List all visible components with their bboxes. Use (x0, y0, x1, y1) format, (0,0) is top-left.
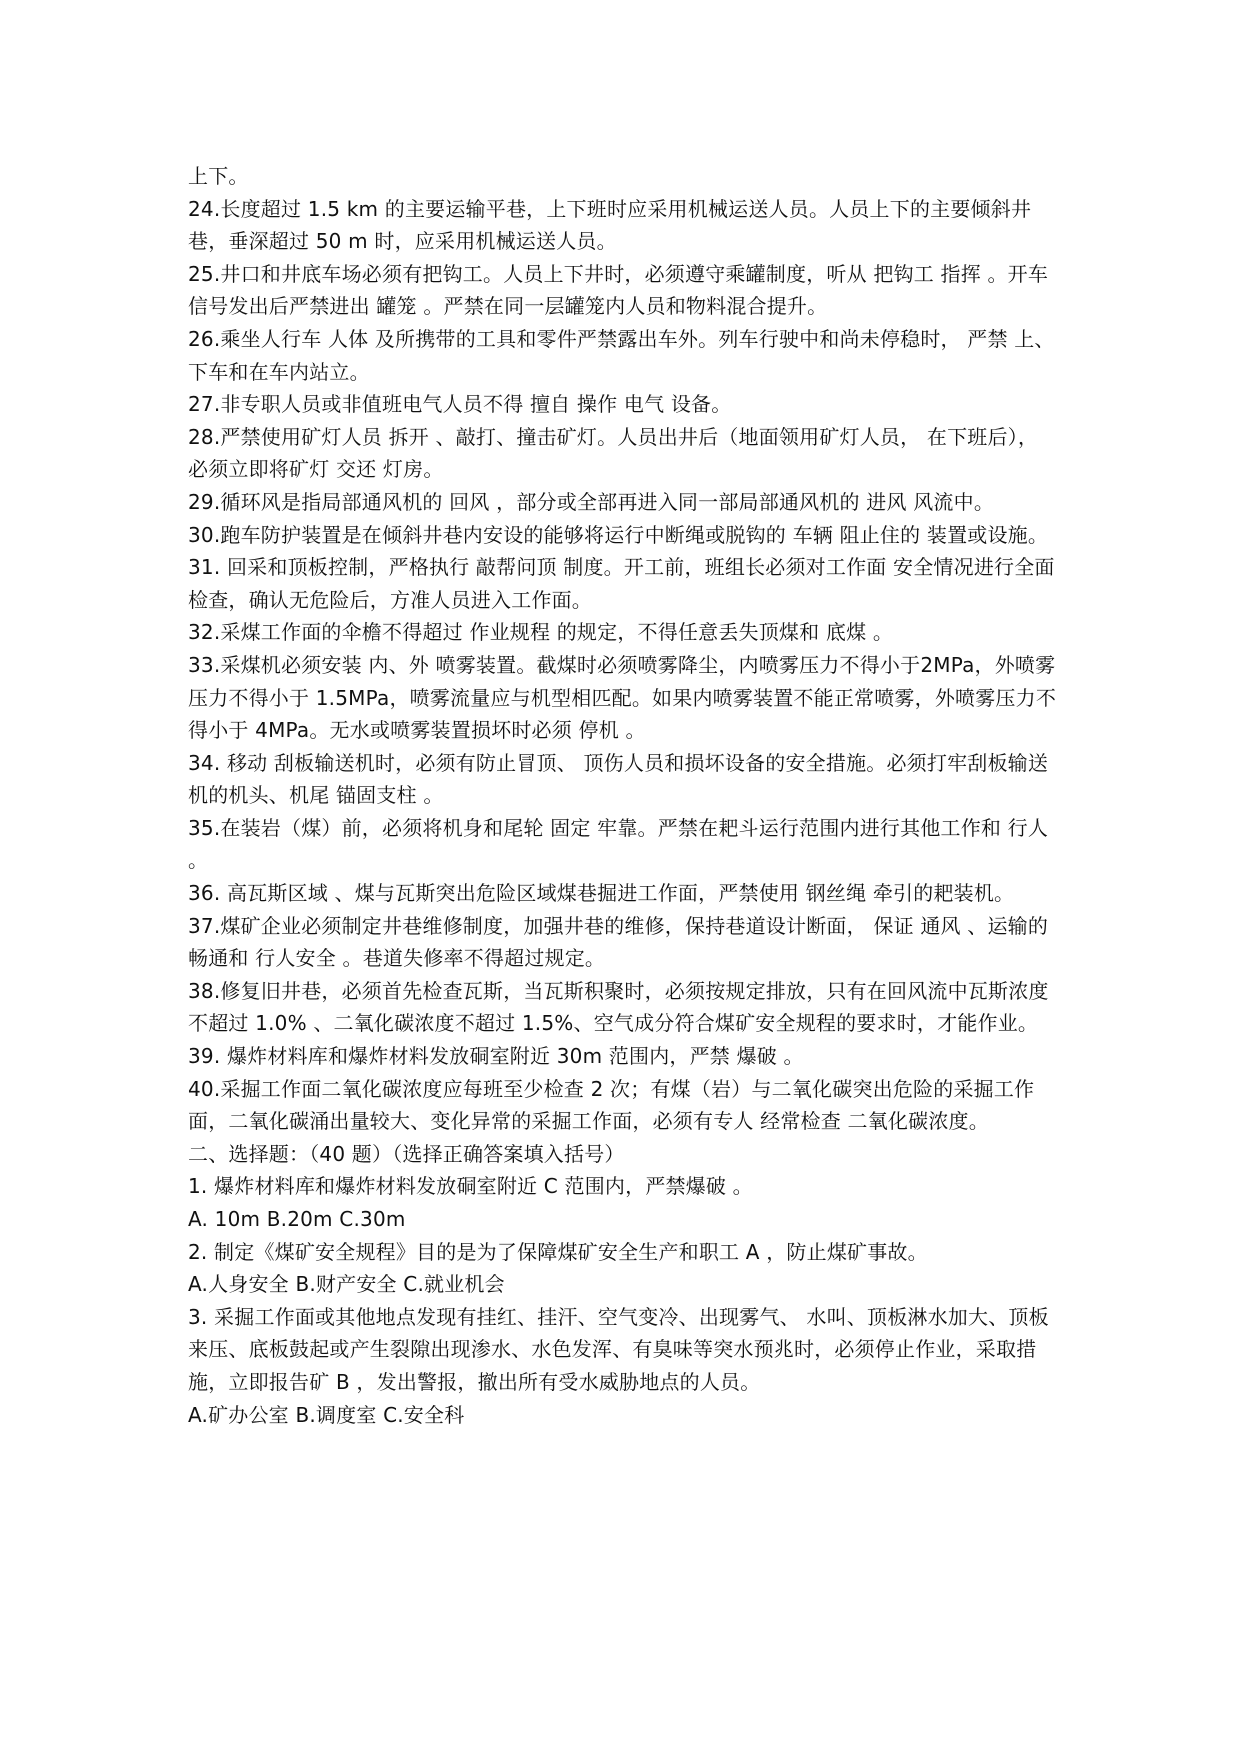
paragraph: 35.在装岩（煤）前，必须将机身和尾轮 固定 牢靠。严禁在耙斗运行范围内进行其他工作和 行人 。 (188, 815, 1055, 873)
answer-options: A.矿办公室 B.调度室 C.安全科 (188, 1402, 465, 1427)
paragraph: 39. 爆炸材料库和爆炸材料发放硐室附近 30m 范围内，严禁 爆破 。 (188, 1044, 804, 1069)
paragraph: 31. 回采和顶板控制，严格执行 敲帮问顶 制度。开工前，班组长必须对工作面 安全情况进行全面检查，确认无危险后，方准人员进入工作面。 (188, 555, 1055, 612)
paragraph: 32.采煤工作面的伞檐不得超过 作业规程 的规定，不得任意丢失顶煤和 底煤 。 (188, 620, 894, 645)
document-body (188, 160, 1058, 1431)
paragraph: 27.非专职人员或非值班电气人员不得 擅自 操作 电气 设备。 (188, 392, 732, 417)
paragraph: 38.修复旧井巷，必须首先检查瓦斯，当瓦斯积聚时，必须按规定排放，只有在回风流中瓦斯浓度不超过 1.0% 、二氧化碳浓度不超过 1.5%、空气成分符合煤矿安全规程的要求时，才能作业。 (188, 978, 1049, 1036)
paragraph: 25.井口和井底车场必须有把钩工。人员上下井时，必须遵守乘罐制度，听从 把钩工 指挥 。开车信号发出后严禁进出 罐笼 。严禁在同一层罐笼内人员和物料混合提升。 (188, 261, 1049, 319)
paragraph: 33.采煤机必须安装 内、外 喷雾装置。截煤时必须喷雾降尘，内喷雾压力不得小于2MPa，外喷雾压力不得小于 1.5MPa，喷雾流量应与机型相匹配。如果内喷雾装置不能正常喷雾，外喷雾压力不得小于 4MPa。无水或喷雾装置损坏时必须 停机 。 (188, 652, 1057, 743)
paragraph: 37.煤矿企业必须制定井巷维修制度，加强井巷的维修，保持巷道设计断面， 保证 通风 、运输的畅通和 行人安全 。巷道失修率不得超过规定。 (188, 913, 1049, 971)
paragraph: 40.采掘工作面二氧化碳浓度应每班至少检查 2 次；有煤（岩）与二氧化碳突出危险的采掘工作面，二氧化碳涌出量较大、变化异常的采掘工作面，必须有专人 经常检查 二氧化碳浓度。 (188, 1076, 1035, 1134)
question: 3. 采掘工作面或其他地点发现有挂红、挂汗、空气变冷、出现雾气、 水叫、顶板淋水加大、顶板来压、底板鼓起或产生裂隙出现渗水、水色发浑、有臭味等突水预兆时，必须停止作业，采取措施，立即报告矿 B ，发出警报，撤出所有受水威胁地点的人员。 (188, 1304, 1049, 1394)
paragraph: 24.长度超过 1.5 km 的主要运输平巷，上下班时应采用机械运送人员。人员上下的主要倾斜井巷，垂深超过 50 m 时，应采用机械运送人员。 (188, 196, 1032, 254)
paragraph: 36. 高瓦斯区域 、煤与瓦斯突出危险区域煤巷掘进工作面，严禁使用 钢丝绳 牵引的耙装机。 (188, 881, 1015, 906)
paragraph: 上下。 (188, 164, 249, 188)
section-heading: 二、选择题：（40 题）（选择正确答案填入括号） (188, 1141, 625, 1166)
paragraph: 30.跑车防护装置是在倾斜井巷内安设的能够将运行中断绳或脱钩的 车辆 阻止住的 装置或设施。 (188, 522, 1049, 547)
paragraph: 29.循环风是指局部通风机的 回风 ，部分或全部再进入同一部局部通风机的 进风 风流中。 (188, 489, 995, 514)
paragraph: 26.乘坐人行车 人体 及所携带的工具和零件严禁露出车外。列车行驶中和尚未停稳时， 严禁 上、下车和在车内站立。 (188, 326, 1055, 384)
question: 1. 爆炸材料库和爆炸材料发放硐室附近 C 范围内，严禁爆破 。 (188, 1174, 753, 1199)
paragraph: 28.严禁使用矿灯人员 拆开 、敲打、撞击矿灯。人员出井后（地面领用矿灯人员， 在下班后），必须立即将矿灯 交还 灯房。 (188, 424, 1039, 482)
question: 2. 制定《煤矿安全规程》目的是为了保障煤矿安全生产和职工 A ，防止煤矿事故。 (188, 1239, 928, 1264)
paragraph: 34. 移动 刮板输送机时，必须有防止冒顶、 顶伤人员和损坏设备的安全措施。必须打牢刮板输送机的机头、机尾 锚固支柱 。 (188, 750, 1049, 808)
answer-options: A.人身安全 B.财产安全 C.就业机会 (188, 1272, 505, 1297)
answer-options: A. 10m B.20m C.30m (188, 1207, 406, 1231)
